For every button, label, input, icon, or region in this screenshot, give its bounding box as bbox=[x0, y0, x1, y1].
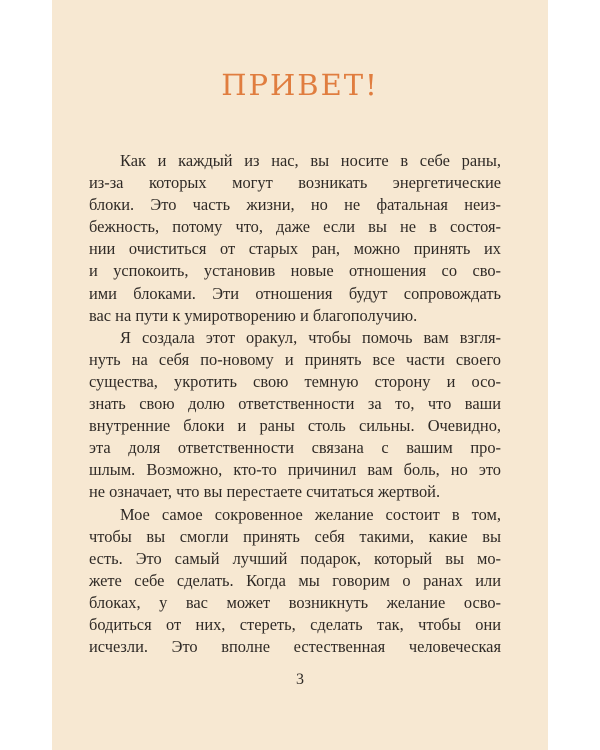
text-line: шлым. Возможно, кто-то причинил вам боль, но это bbox=[89, 460, 501, 480]
text-line: ими блоками. Эти отношения будут сопровождать bbox=[89, 283, 501, 303]
text-line: существа, укротить свою темную сторону и осо- bbox=[89, 371, 501, 391]
text-line: не означает, что вы перестаете считаться жертвой. bbox=[89, 482, 441, 502]
text-line: жете себе сделать. Когда мы говорим о ранах или bbox=[89, 570, 501, 590]
text-line: эта доля ответственности связана с вашим про- bbox=[89, 438, 501, 458]
text-line: вас на пути к умиротворению и благополучию. bbox=[89, 305, 418, 325]
text-line: нии очиститься от старых ран, можно принять их bbox=[89, 239, 501, 259]
paragraph-1 bbox=[89, 150, 501, 327]
text-line: блоки. Это часть жизни, но не фатальная неиз- bbox=[89, 195, 501, 215]
text-line: и успокоить, установив новые отношения со сво- bbox=[89, 261, 501, 281]
body-text bbox=[89, 150, 501, 658]
page-number: 3 bbox=[296, 671, 304, 688]
text-line: бодиться от них, стереть, сделать так, чтобы они bbox=[89, 614, 501, 634]
text-line: чтобы вы смогли принять себя такими, какие вы bbox=[89, 526, 501, 546]
paragraph-3 bbox=[89, 504, 501, 659]
text-line: блоках, у вас может возникнуть желание осво- bbox=[89, 592, 501, 612]
page-title: ПРИВЕТ! bbox=[221, 68, 379, 102]
text-line: есть. Это самый лучший подарок, который вы мо- bbox=[89, 548, 501, 568]
paragraph-2 bbox=[89, 327, 501, 504]
text-line: внутренние блоки и раны столь сильны. Очевидно, bbox=[89, 416, 501, 436]
text-line: из-за которых могут возникать энергетические bbox=[89, 173, 501, 193]
text-line: Как и каждый из нас, вы носите в себе раны, bbox=[120, 151, 501, 170]
text-line: нуть на себя по-новому и принять все части своего bbox=[89, 349, 501, 369]
book-page bbox=[52, 0, 548, 750]
text-line: бежность, потому что, даже если вы не в состоя- bbox=[89, 217, 501, 237]
text-line: исчезли. Это вполне естественная человеческая bbox=[89, 637, 501, 657]
text-line: Я создала этот оракул, чтобы помочь вам взгля- bbox=[120, 327, 501, 347]
text-line: знать свою долю ответственности за то, что ваши bbox=[89, 394, 501, 414]
text-line: Мое самое сокровенное желание состоит в том, bbox=[120, 504, 501, 524]
